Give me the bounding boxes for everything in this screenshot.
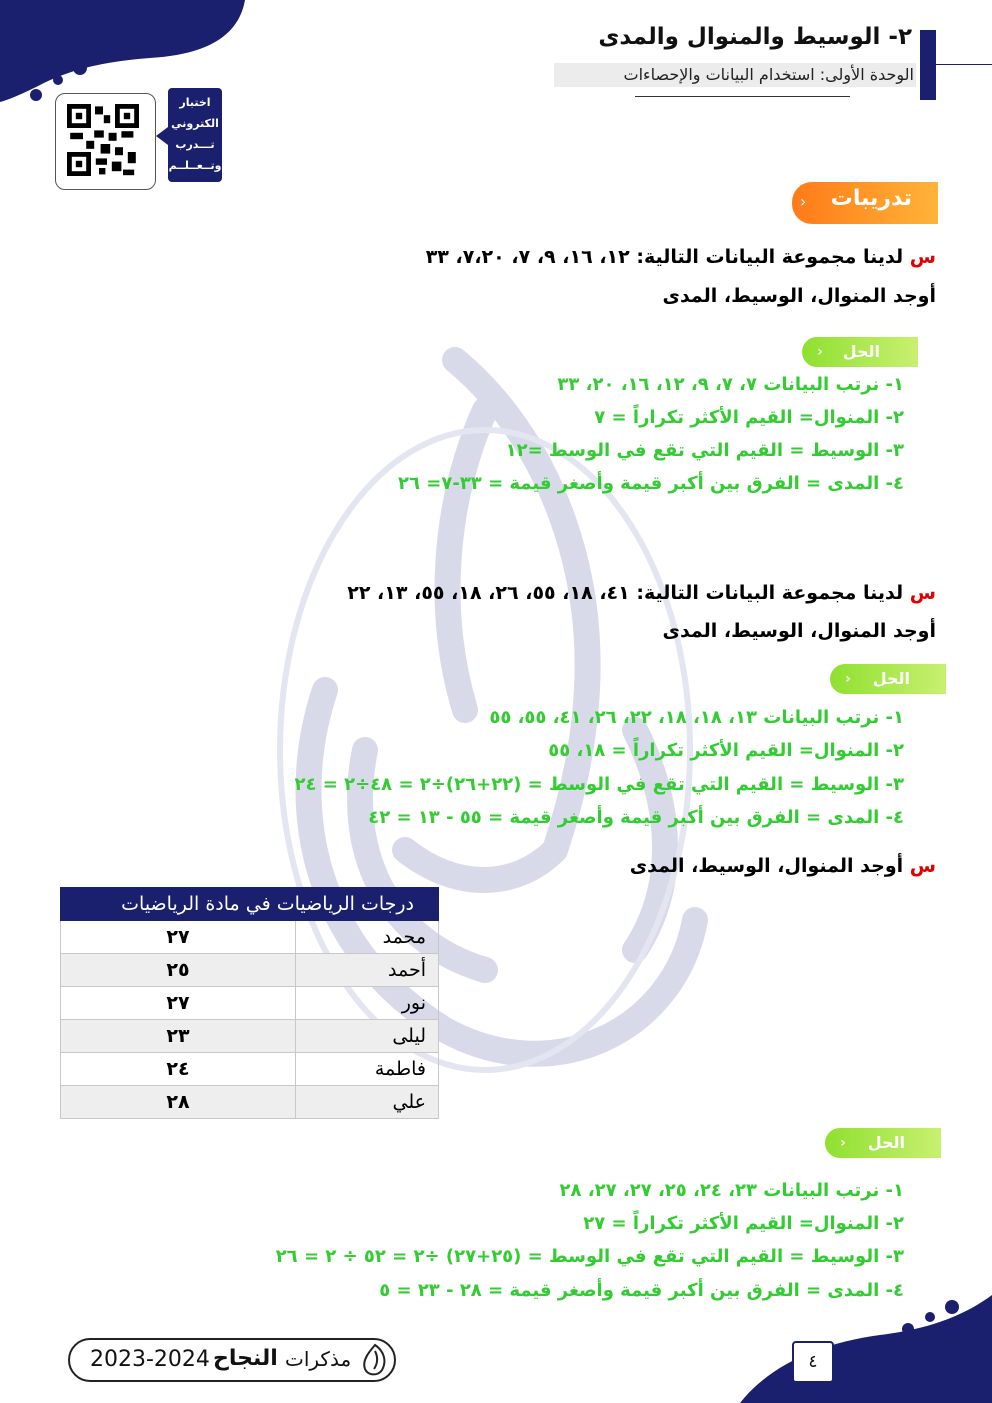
- section-badge-label: تدريبات: [830, 186, 912, 211]
- footer-brand-prefix: مذكرات: [285, 1347, 352, 1371]
- q2-step-3: ٣- الوسيط = القيم التي تقع في الوسط = (٢٢+٢٦)÷٢ = ٤٨÷٢ = ٢٤: [294, 774, 904, 795]
- student-name: ليلى: [296, 1020, 439, 1053]
- table-row: [61, 1053, 439, 1086]
- qr-pointer-icon: [156, 127, 168, 145]
- q2-step-4: ٤- المدى = الفرق بين أكبر قيمة وأصغر قيمة = ٥٥ - ١٣ = ٤٢: [368, 807, 904, 828]
- q1-solution-chevron-icon: ›: [817, 344, 823, 360]
- qr-badge-line4: وتــعــلــم: [168, 159, 222, 172]
- page-number: ٤: [808, 1352, 818, 1372]
- q1-step-2: ٢- المنوال= القيم الأكثر تكراراً = ٧: [594, 407, 904, 428]
- footer-brand-name: النجاح: [213, 1346, 278, 1371]
- q2-solution-chevron-icon: ›: [845, 671, 851, 687]
- q1-ask: أوجد المنوال، الوسيط، المدى: [662, 285, 936, 307]
- student-name: علي: [296, 1086, 439, 1119]
- student-name: أحمد: [296, 954, 439, 987]
- q2-step-2: ٢- المنوال= القيم الأكثر تكراراً = ١٨، ٥٥: [548, 740, 904, 761]
- q1-solution-label: الحل: [842, 342, 880, 361]
- footer-years: 2023-2024: [90, 1347, 210, 1372]
- student-score: ٢٤: [61, 1053, 296, 1086]
- q3-solution-label: الحل: [867, 1133, 905, 1152]
- table-row: [61, 1020, 439, 1053]
- q1-marker: س: [909, 246, 936, 268]
- q3-ask-line: [630, 855, 936, 877]
- q1-solution-badge: [802, 337, 918, 367]
- student-score: ٢٧: [61, 987, 296, 1020]
- q3-marker: س: [909, 855, 936, 877]
- qr-badge-line3: تـــدرب: [175, 138, 215, 151]
- q3-step-1: ١- نرتب البيانات ٢٣، ٢٤، ٢٥، ٢٧، ٢٧، ٢٨: [559, 1180, 904, 1201]
- q2-data: لدينا مجموعة البيانات التالية: ٤١، ١٨، ٥٥، ٢٦، ١٨، ٥٥، ١٣، ٢٢: [347, 582, 904, 604]
- student-score: ٢٣: [61, 1020, 296, 1053]
- unit-underline: [635, 96, 850, 97]
- q1-step-4: ٤- المدى = الفرق بين أكبر قيمة وأصغر قيمة = ٣٣-٧= ٢٦: [397, 473, 904, 494]
- table-row: [61, 1086, 439, 1119]
- lesson-title: ٢- الوسيط والمنوال والمدى: [598, 24, 912, 50]
- q3-step-3: ٣- الوسيط = القيم التي تقع في الوسط = (٢٥+٢٧) ÷٢ = ٥٢ ÷ ٢ = ٢٦: [275, 1246, 904, 1267]
- grades-table: [60, 887, 439, 1119]
- corner-wave-bottom: [740, 1295, 992, 1403]
- q2-solution-label: الحل: [872, 669, 910, 688]
- page-number-box: [792, 1341, 834, 1383]
- student-name: فاطمة: [296, 1053, 439, 1086]
- brand-logo-icon: [360, 1343, 390, 1377]
- student-score: ٢٧: [61, 921, 296, 954]
- student-name: نور: [296, 987, 439, 1020]
- header-line: [936, 64, 992, 65]
- q3-solution-chevron-icon: ›: [840, 1135, 846, 1151]
- q1-data: لدينا مجموعة البيانات التالية: ١٢، ١٦، ٩، ٧، ٧،٢٠، ٣٣: [425, 246, 904, 268]
- q2-ask: أوجد المنوال، الوسيط، المدى: [662, 620, 936, 642]
- q1-text: [426, 246, 936, 268]
- student-score: ٢٥: [61, 954, 296, 987]
- section-chevron-icon: ›: [800, 192, 807, 211]
- unit-title: الوحدة الأولى: استخدام البيانات والإحصاءات: [554, 63, 916, 87]
- q3-step-2: ٢- المنوال= القيم الأكثر تكراراً = ٢٧: [583, 1213, 904, 1234]
- header-vertical-bar: [920, 30, 936, 100]
- q2-solution-badge: [830, 664, 946, 694]
- student-score: ٢٨: [61, 1086, 296, 1119]
- student-name: محمد: [296, 921, 439, 954]
- qr-badge-line1: اختبار: [179, 96, 211, 109]
- q3-solution-badge: [825, 1128, 941, 1158]
- table-row: [61, 921, 439, 954]
- table-row: [61, 954, 439, 987]
- q1-step-1: ١- نرتب البيانات ٧، ٧، ٩، ١٢، ١٦، ٢٠، ٣٣: [557, 374, 904, 395]
- q2-step-1: ١- نرتب البيانات ١٣، ١٨، ١٨، ٢٢، ٢٦، ٤١، ٥٥، ٥٥: [489, 707, 904, 728]
- q1-step-3: ٣- الوسيط = القيم التي تقع في الوسط =١٢: [505, 440, 904, 461]
- qr-badge-line2: الكتروني: [171, 117, 219, 130]
- q3-step-4: ٤- المدى = الفرق بين أكبر قيمة وأصغر قيمة = ٢٨ - ٢٣ = ٥: [379, 1280, 904, 1301]
- table-row: [61, 987, 439, 1020]
- q2-text: [347, 582, 936, 604]
- qr-badge[interactable]: [168, 88, 222, 182]
- qr-code[interactable]: [67, 104, 139, 176]
- q2-marker: س: [909, 582, 936, 604]
- q3-ask: أوجد المنوال، الوسيط، المدى: [629, 855, 904, 877]
- grades-table-title: درجات الرياضيات في مادة الرياضيات: [61, 888, 439, 921]
